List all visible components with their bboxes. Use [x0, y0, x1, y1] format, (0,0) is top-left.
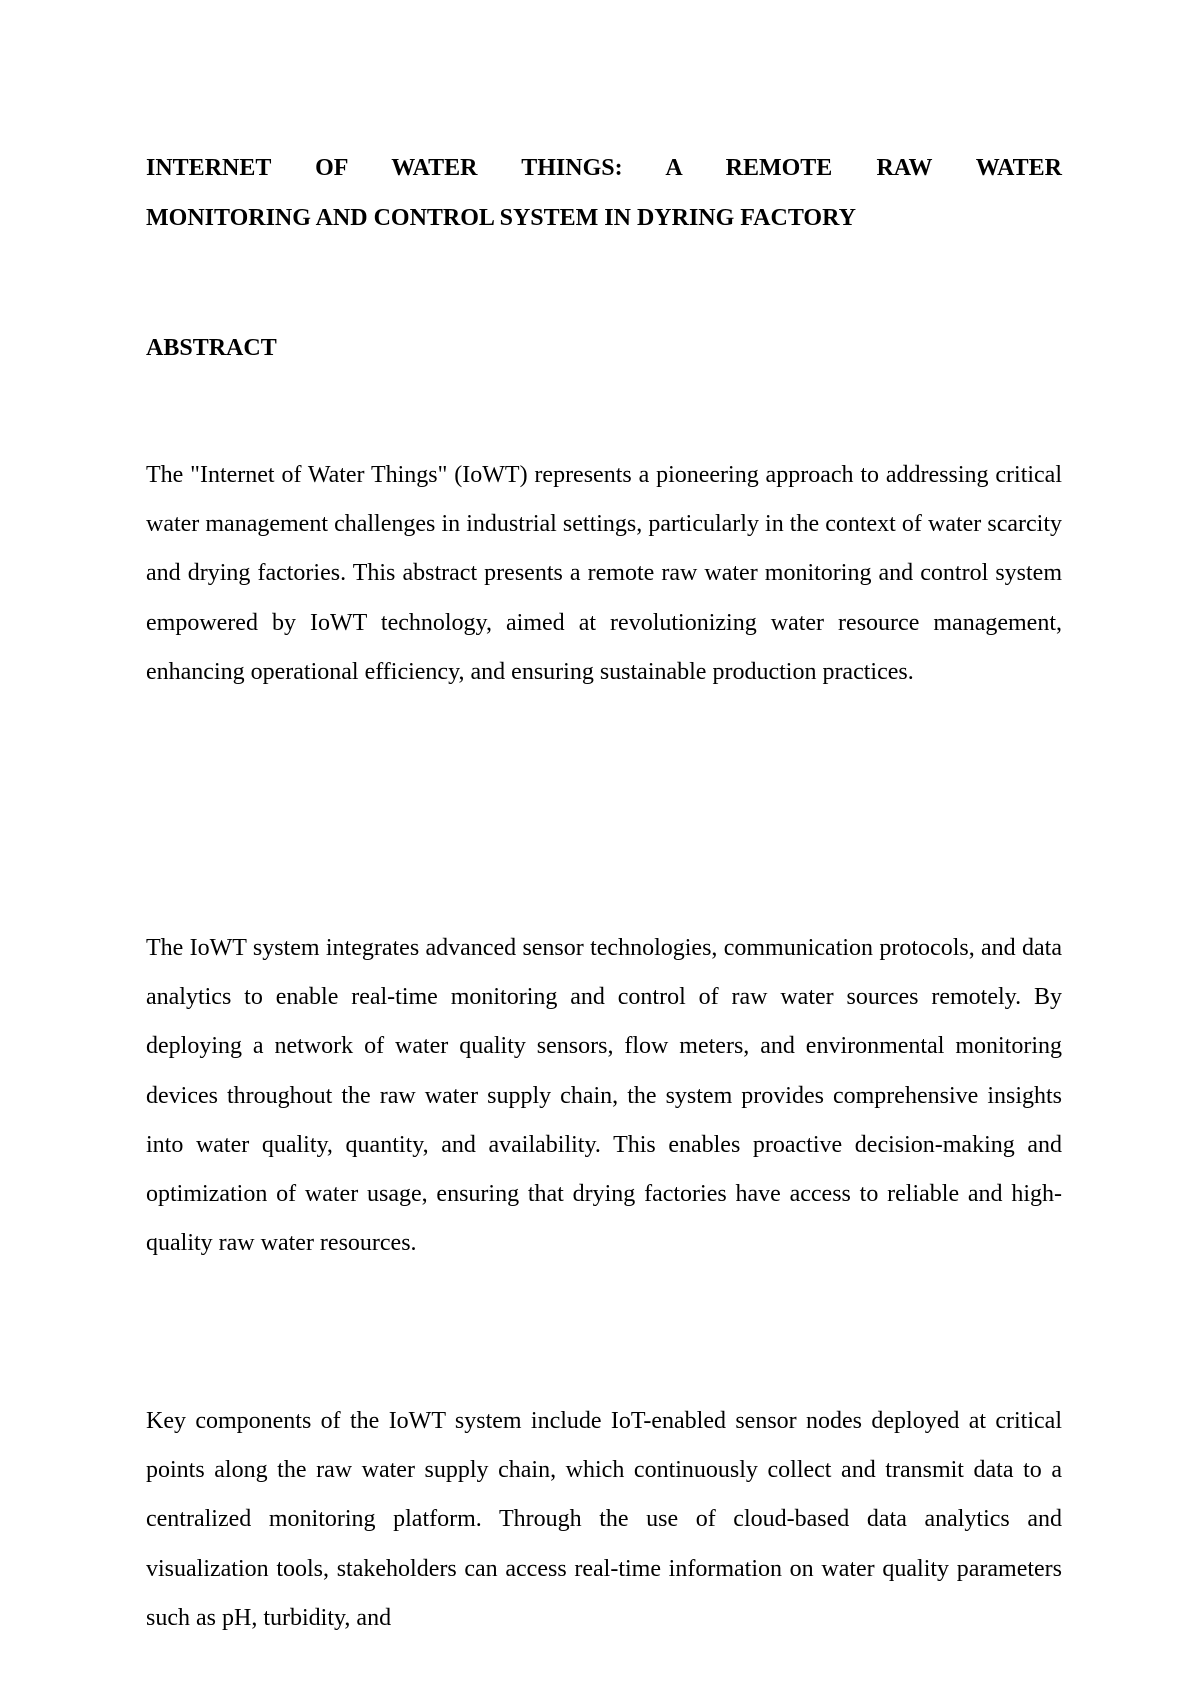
abstract-heading: ABSTRACT — [146, 335, 277, 361]
document-content — [146, 143, 1062, 1631]
abstract-paragraph-2: The IoWT system integrates advanced sensor technologies, communication protocols, and data analytics to enable real-time monitoring and control of raw water sources remotely. By deploying a network of water quality sensors, flow meters, and environmental monitoring devices throughout the raw water supply chain, the system provides comprehensive insights into water quality, quantity, and availability. This enables proactive decision-making and optimization of water usage, ensuring that drying factories have access to reliable and high-quality raw water resources. — [146, 935, 1062, 1257]
title-line-1: INTERNET OF WATER THINGS: A REMOTE RAW WATER — [146, 155, 1062, 181]
title-line-2: MONITORING AND CONTROL SYSTEM IN DYRING FACTORY — [146, 205, 856, 231]
abstract-paragraph-3: Key components of the IoWT system include IoT-enabled sensor nodes deployed at critical points along the raw water supply chain, which continuously collect and transmit data to a centralized monitoring platform. Through the use of cloud-based data analytics and visualization tools, stakeholders can access real-time information on water quality parameters such as pH, turbidity, and — [146, 1408, 1062, 1631]
abstract-paragraph-1: The "Internet of Water Things" (IoWT) represents a pioneering approach to addressing critical water management challenges in industrial settings, particularly in the context of water scarcity and drying factories. This abstract presents a remote raw water monitoring and control system empowered by IoWT technology, aimed at revolutionizing water resource management, enhancing operational efficiency, and ensuring sustainable production practices. — [146, 462, 1062, 685]
document-title — [146, 143, 1062, 243]
